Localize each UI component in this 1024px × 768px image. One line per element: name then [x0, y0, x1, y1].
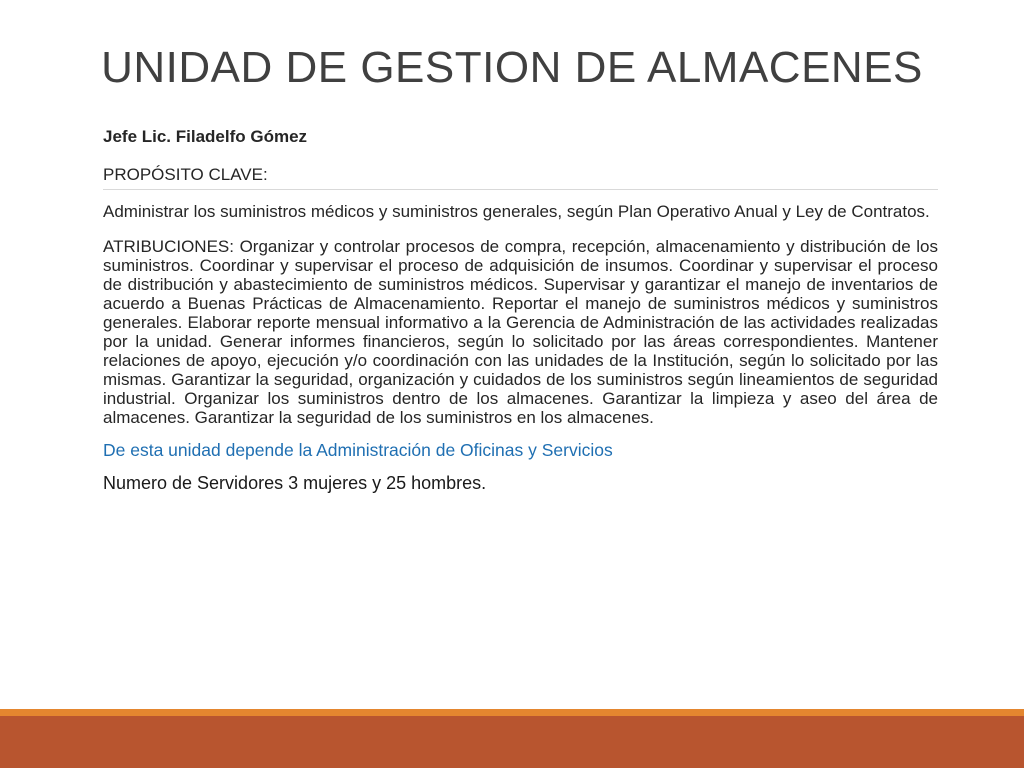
unit-head: Jefe Lic. Filadelfo Gómez: [103, 127, 308, 146]
proposito-label: PROPÓSITO CLAVE:: [103, 165, 938, 190]
slide-content: [103, 127, 938, 493]
dependency-text: De esta unidad depende la Administración de Oficinas y Servicios: [103, 440, 613, 460]
footer-bar: [0, 716, 1024, 768]
proposito-text: Administrar los suministros médicos y suministros generales, según Plan Operativo Anual y Ley de Contratos.: [103, 202, 930, 221]
footer-accent-line: [0, 709, 1024, 716]
slide-title: UNIDAD DE GESTION DE ALMACENES: [101, 43, 923, 92]
servers-count: Numero de Servidores 3 mujeres y 25 hombres.: [103, 473, 487, 493]
atribuciones-text: ATRIBUCIONES: Organizar y controlar procesos de compra, recepción, almacenamiento y distribución de los suministros. Coordinar y supervisar el proceso de adquisición de insumos. Coordinar y supervisar el proceso de distribución y abastecimiento de suministros médicos. Supervisar y garantizar el manejo de inventarios de acuerdo a Buenas Prácticas de Almacenamiento. Reportar el manejo de suministros médicos y suministros generales. Elaborar reporte mensual informativo a la Gerencia de Administración de las actividades realizadas por la unidad. Generar informes financieros, según lo solicitado por las áreas correspondientes. Mantener relaciones de apoyo, ejecución y/o coordinación con las unidades de la Institución, según lo solicitado por las mismas. Garantizar la seguridad, organización y cuidados de los suministros según lineamientos de seguridad industrial. Organizar los suministros dentro de los almacenes. Garantizar la limpieza y aseo del área de almacenes. Garantizar la seguridad de los suministros en los almacenes.: [103, 237, 938, 427]
